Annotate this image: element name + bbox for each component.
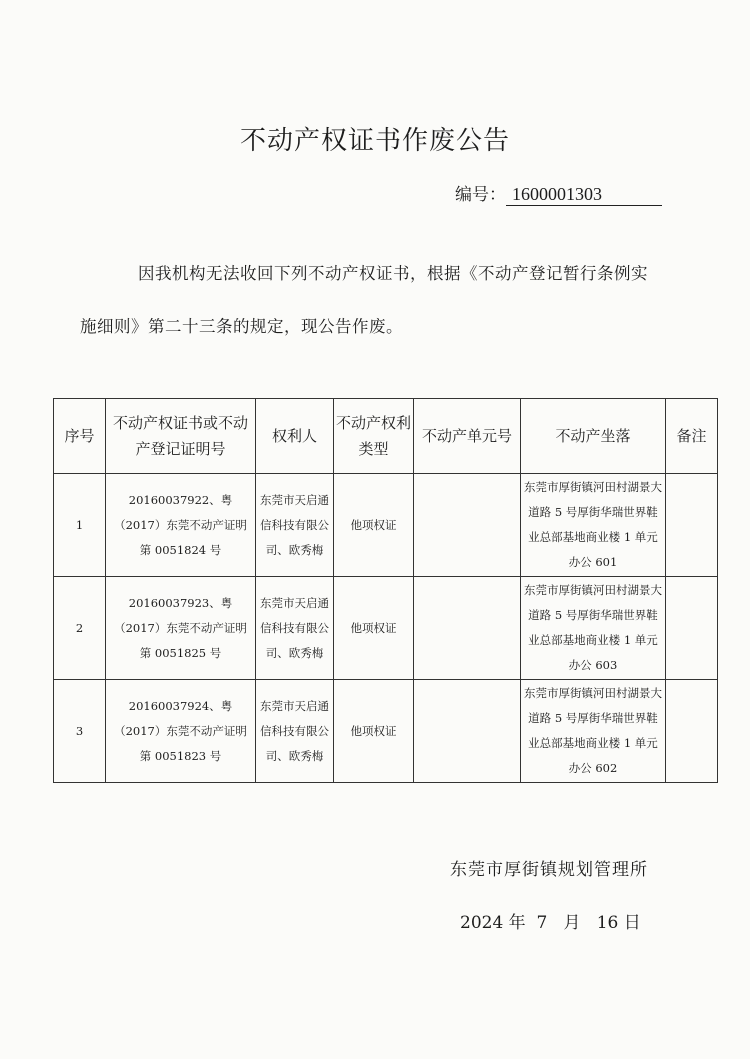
cell-location: 东莞市厚街镇河田村湖景大道路 5 号厚街华瑞世界鞋业总部基地商业楼 1 单元办公 603	[521, 577, 666, 680]
issue-date: 2024 年 7 月 16 日	[460, 913, 641, 933]
cell-holder: 东莞市天启通信科技有限公司、欧秀梅	[256, 577, 334, 680]
issuing-organization: 东莞市厚街镇规划管理所	[450, 860, 648, 880]
header-cert: 不动产权证书或不动产登记证明号	[106, 399, 256, 474]
cell-seq: 3	[54, 680, 106, 783]
header-unit-no: 不动产单元号	[414, 399, 521, 474]
notice-paragraph-2: 施细则》第二十三条的规定，现公告作废。	[80, 317, 403, 336]
cell-right-type: 他项权证	[334, 680, 414, 783]
header-seq: 序号	[54, 399, 106, 474]
table-header-row	[54, 399, 718, 474]
cell-cert: 20160037923、粤（2017）东莞不动产证明第 0051825 号	[106, 577, 256, 680]
table-row	[54, 577, 718, 680]
cell-note	[666, 577, 718, 680]
header-location: 不动产坐落	[521, 399, 666, 474]
cell-cert: 20160037924、粤（2017）东莞不动产证明第 0051823 号	[106, 680, 256, 783]
doc-number-value: 1600001303	[506, 184, 662, 206]
cell-seq: 2	[54, 577, 106, 680]
cell-note	[666, 680, 718, 783]
notice-title: 不动产权证书作废公告	[239, 126, 510, 156]
header-holder: 权利人	[256, 399, 334, 474]
notice-paragraph-1: 因我机构无法收回下列不动产权证书，根据《不动产登记暂行条例实	[138, 264, 648, 283]
doc-number	[455, 180, 662, 206]
cell-location: 东莞市厚街镇河田村湖景大道路 5 号厚街华瑞世界鞋业总部基地商业楼 1 单元办公 601	[521, 474, 666, 577]
cell-right-type: 他项权证	[334, 474, 414, 577]
table-row	[54, 474, 718, 577]
cell-holder: 东莞市天启通信科技有限公司、欧秀梅	[256, 680, 334, 783]
cell-cert: 20160037922、粤（2017）东莞不动产证明第 0051824 号	[106, 474, 256, 577]
cell-right-type: 他项权证	[334, 577, 414, 680]
cell-location: 东莞市厚街镇河田村湖景大道路 5 号厚街华瑞世界鞋业总部基地商业楼 1 单元办公 602	[521, 680, 666, 783]
doc-number-label: 编号：	[455, 185, 506, 205]
cell-unit-no	[414, 680, 521, 783]
header-note: 备注	[666, 399, 718, 474]
header-right-type: 不动产权利类型	[334, 399, 414, 474]
cell-unit-no	[414, 474, 521, 577]
cell-holder: 东莞市天启通信科技有限公司、欧秀梅	[256, 474, 334, 577]
cell-unit-no	[414, 577, 521, 680]
table-row	[54, 680, 718, 783]
cell-note	[666, 474, 718, 577]
cell-seq: 1	[54, 474, 106, 577]
certificate-table	[53, 398, 718, 783]
